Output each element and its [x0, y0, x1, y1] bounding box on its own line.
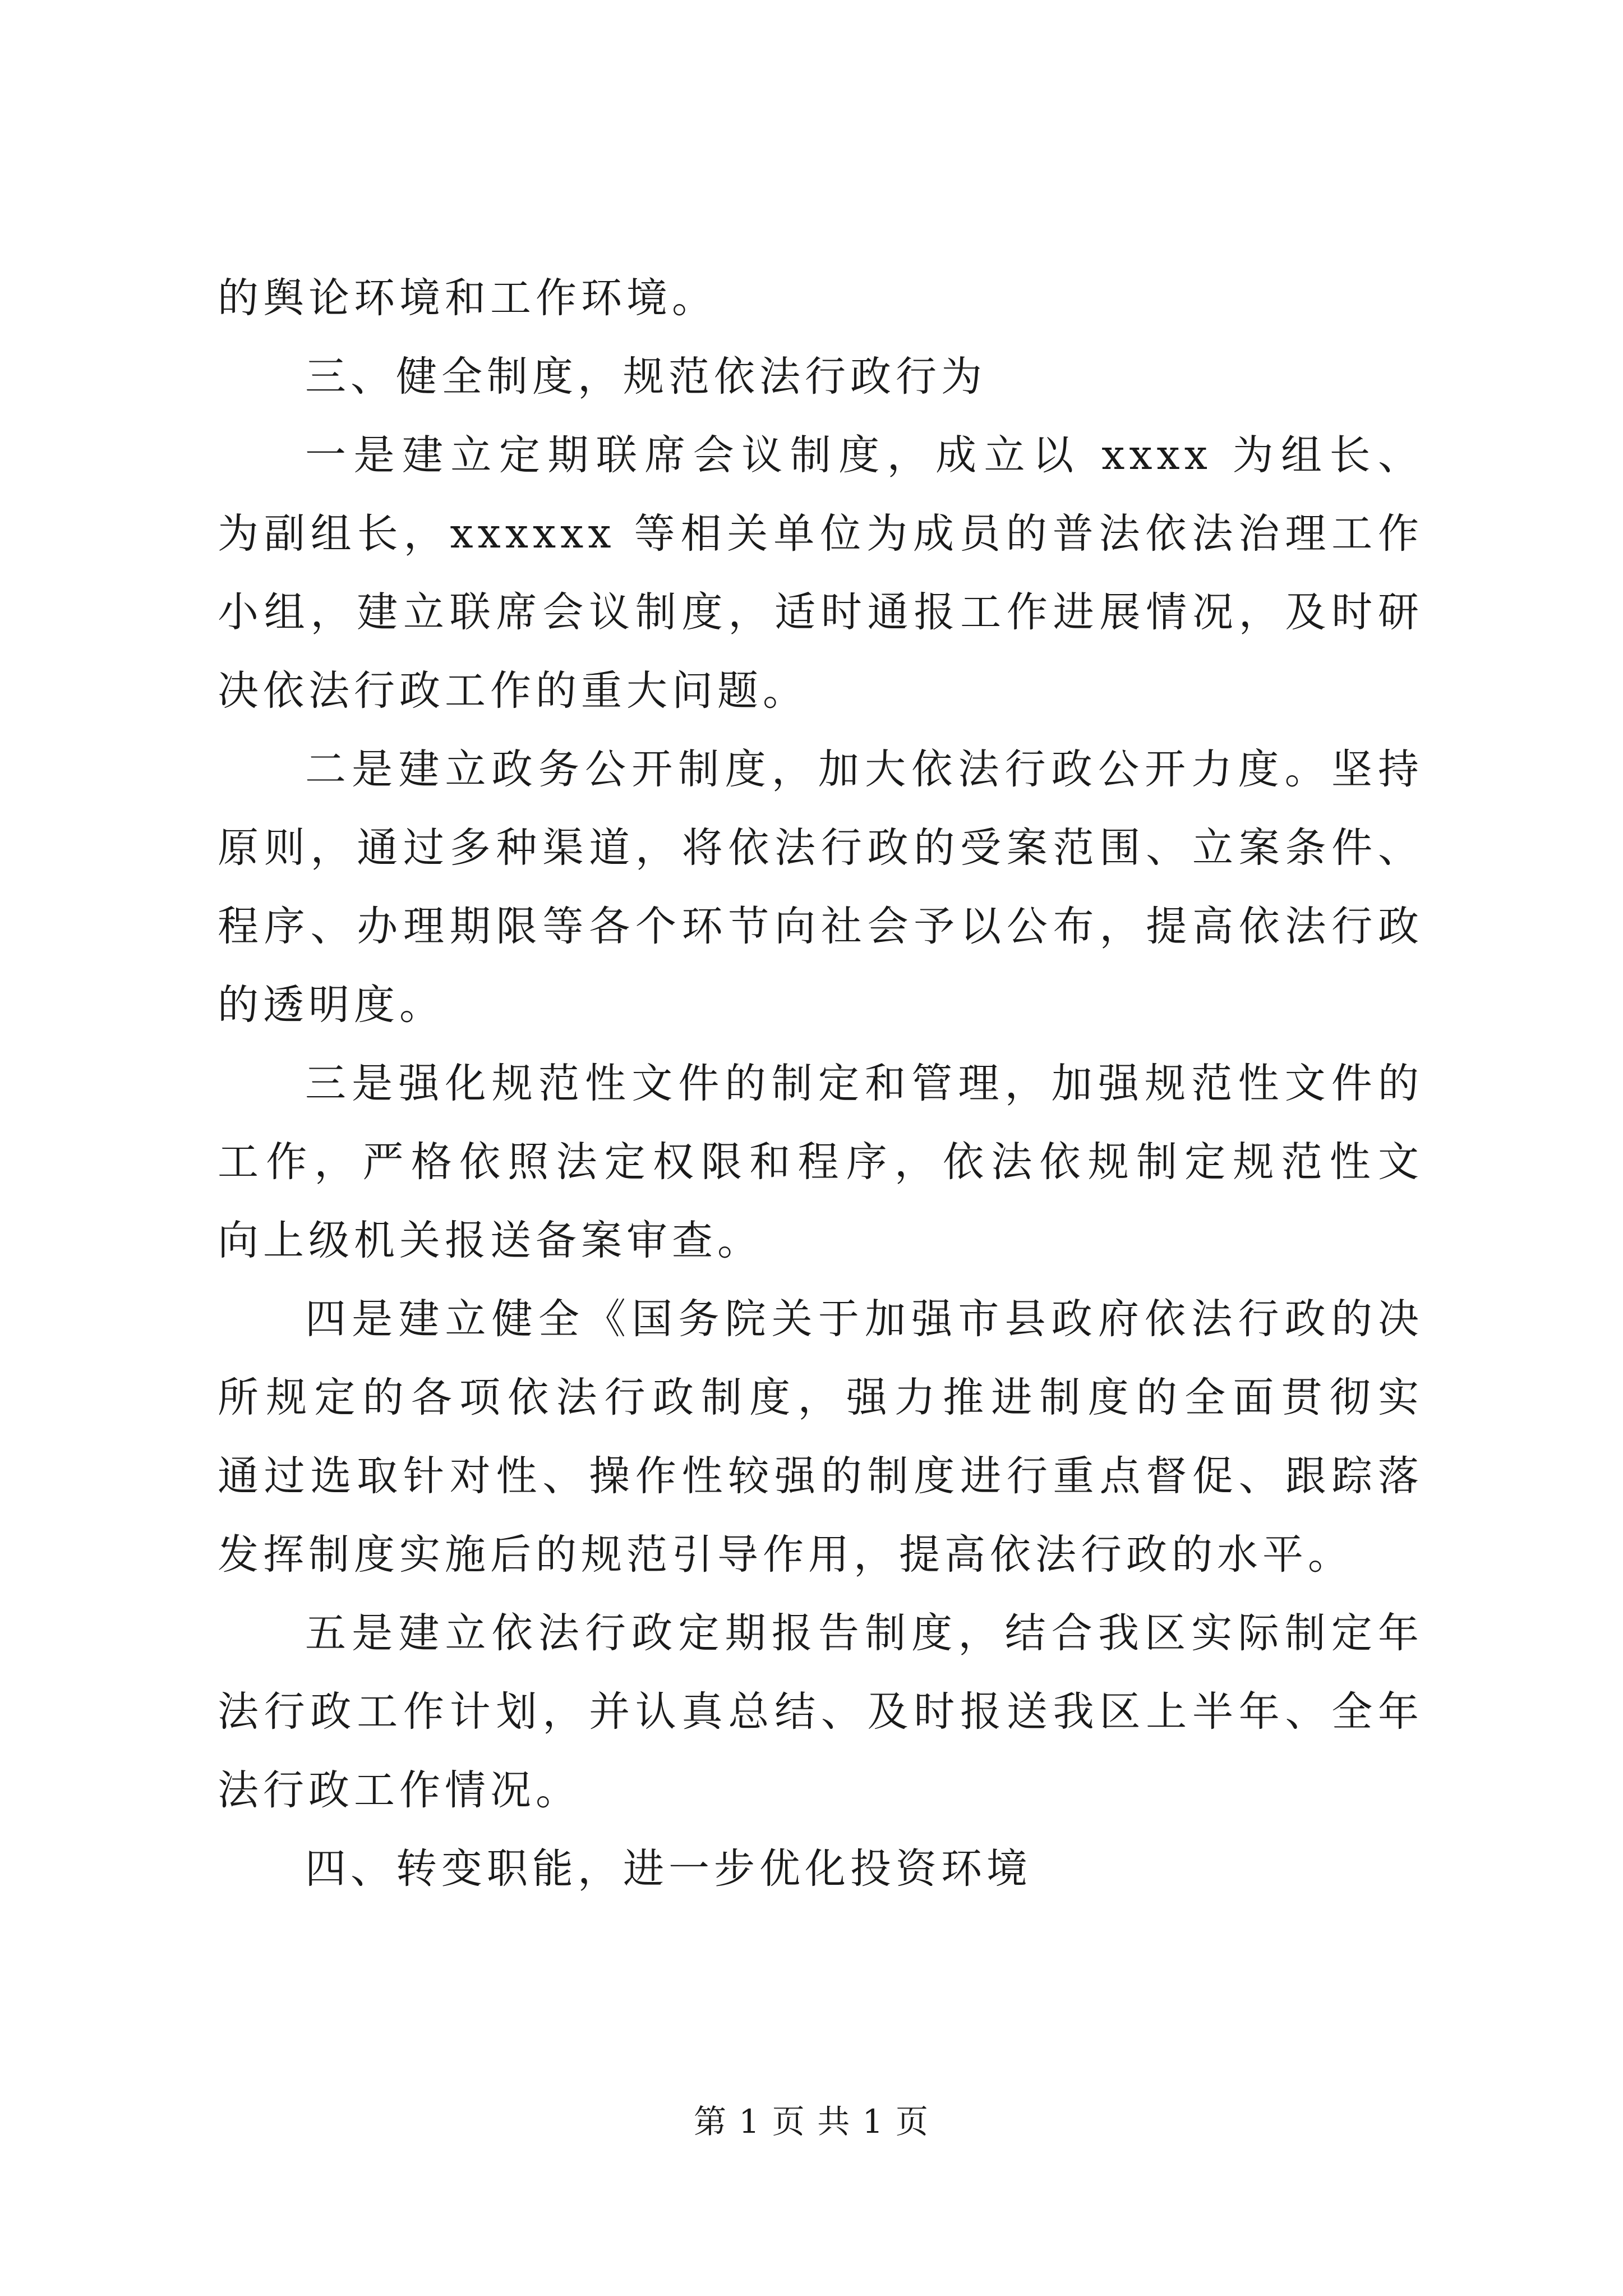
text-line: 的舆论环境和工作环境。 [218, 274, 717, 322]
text-line: 向上级机关报送备案审查。 [218, 1217, 763, 1264]
section-heading: 四、转变职能，进一步优化投资环境 [305, 1845, 1032, 1893]
text-line: 决依法行政工作的重大问题。 [218, 667, 808, 715]
text-line: 为副组长，xxxxxx 等相关单位为成员的普法依法治理工作 [218, 510, 1423, 558]
text-line: 一是建立定期联席会议制度，成立以 xxxx 为组长、 [305, 431, 1423, 479]
section-heading: 三、健全制度，规范依法行政行为 [305, 353, 986, 401]
page-number: 第 1 页 共 1 页 [694, 2102, 929, 2141]
text-line: 五是建立依法行政定期报告制度，结合我区实际制定年 [305, 1609, 1423, 1657]
text-line: 法行政工作情况。 [218, 1766, 581, 1814]
text-line: 的透明度。 [218, 981, 445, 1029]
text-line: 小组，建立联席会议制度，适时通报工作进展情况，及时研 [218, 588, 1423, 636]
text-line: 通过选取针对性、操作性较强的制度进行重点督促、跟踪落 [218, 1452, 1423, 1500]
text-line: 工作，严格依照法定权限和程序，依法依规制定规范性文 [218, 1138, 1423, 1186]
text-line: 程序、办理期限等各个环节向社会予以公布，提高依法行政 [218, 903, 1423, 950]
text-line: 法行政工作计划，并认真总结、及时报送我区上半年、全年 [218, 1688, 1423, 1736]
text-line: 发挥制度实施后的规范引导作用，提高依法行政的水平。 [218, 1531, 1353, 1579]
text-line: 三是强化规范性文件的制定和管理，加强规范性文件的 [305, 1060, 1423, 1107]
text-line: 所规定的各项依法行政制度，强力推进制度的全面贯彻实 [218, 1374, 1423, 1421]
text-line: 原则，通过多种渠道，将依法行政的受案范围、立案条件、 [218, 824, 1423, 872]
text-line: 四是建立健全《国务院关于加强市县政府依法行政的决 [305, 1295, 1423, 1343]
document-body [218, 259, 1423, 1908]
page-footer [0, 2099, 1623, 2144]
text-line: 二是建立政务公开制度，加大依法行政公开力度。坚持 [305, 746, 1423, 793]
